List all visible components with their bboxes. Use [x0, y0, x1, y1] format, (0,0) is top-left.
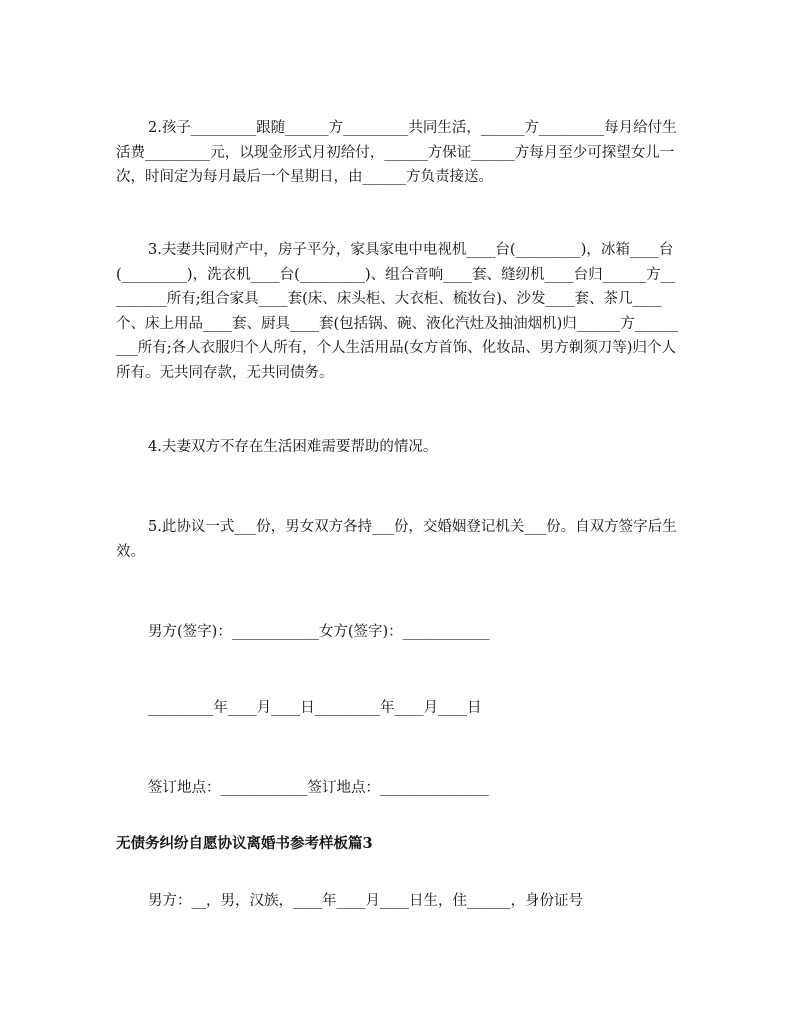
clause-5-copies: 5.此协议一式___份，男女双方各持___份，交婚姻登记机关___份。自双方签字后生效。 [116, 519, 677, 560]
signing-place-line: 签订地点：____________签订地点：_______________ [148, 780, 489, 796]
date-line: _________年____月____日_________年____月____日 [148, 700, 482, 716]
clause-4-no-hardship: 4.夫妻双方不存在生活困难需要帮助的情况。 [148, 439, 438, 455]
section-heading: 无债务纠纷自愿协议离婚书参考样板篇3 [116, 835, 373, 852]
party-info-line: 男方：__，男，汉族，____年____月____日生，住______，身份证号 [148, 893, 583, 909]
clause-2-child-custody: 2.孩子_________跟随______方_________共同生活，______方_________每月给付生活费_________元，以现金形式月初给付，______方保证______方每月至少可探望女儿一次，时间定为每月最后一个星期日，由______方负责接送。 [116, 120, 677, 185]
clause-3-property-division: 3.夫妻共同财产中，房子平分，家具家电中电视机____台(_________)，冰箱____台(_________)，洗衣机____台(_________)、组合音响____套、缝纫机____台归______方_________所有;组合家具____套(床、床头柜、大衣柜、梳妆台)、沙发____套、茶几____个、床上用品____套、厨具____套(包括锅、碗、液化汽灶及抽油烟机)归______方_________所有;各人衣服归个人所有，个人生活用品(女方首饰、化妆品、男方剃须刀等)归个人所有。无共同存款，无共同债务。 [116, 242, 679, 381]
signature-line: 男方(签字)：____________女方(签字)：____________ [148, 624, 490, 640]
